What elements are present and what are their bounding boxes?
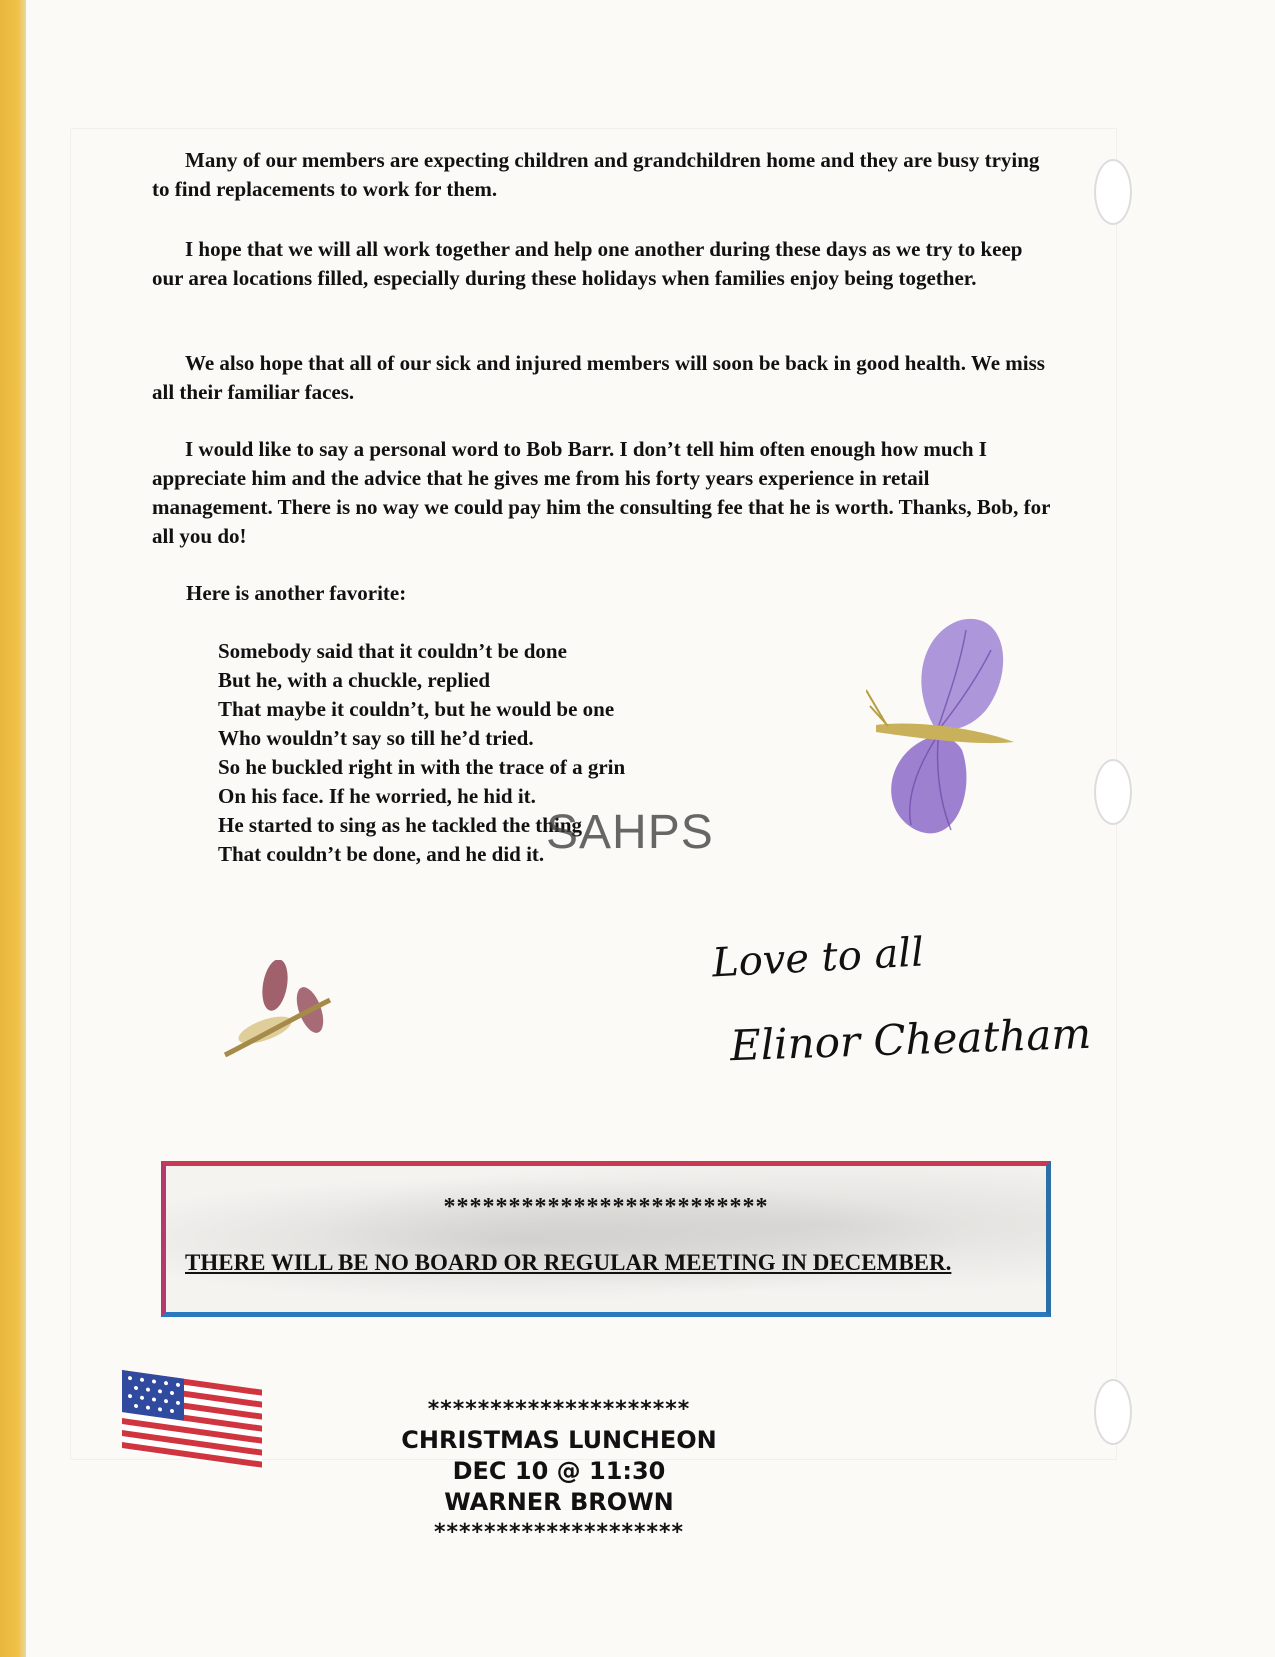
event-stars-bottom: ******************** (433, 1520, 685, 1545)
poem-line: That couldn’t be done, and he did it. (218, 842, 545, 866)
letter-paragraph-3: We also hope that all of our sick and injured members will soon be back in good health. We miss all their familiar faces. (152, 351, 1045, 404)
poem-line: So he buckled right in with the trace of a grin (218, 755, 626, 779)
pressed-dragonfly-icon (220, 960, 350, 1070)
notice-stars: ************************* (443, 1194, 769, 1220)
favorite-heading: Here is another favorite: (186, 581, 407, 605)
christmas-luncheon-announcement (372, 1395, 746, 1548)
letter-paragraph-1: Many of our members are expecting children and grandchildren home and they are busy trying to find replacements to work for them. (152, 148, 1040, 201)
poem-line: But he, with a chuckle, replied (218, 668, 491, 692)
poem-line: He started to sing as he tackled the thing (218, 813, 582, 837)
folder-edge-strip (0, 0, 26, 1657)
poem-line: On his face. If he worried, he hid it. (218, 784, 536, 808)
punch-hole (1094, 159, 1132, 225)
event-date: DEC 10 @ 11:30 (452, 1457, 666, 1485)
event-stars-top: ********************* (427, 1397, 691, 1422)
poem-line: Somebody said that it couldn’t be done (218, 639, 567, 663)
event-place: WARNER BROWN (444, 1488, 674, 1516)
letter-paragraph-4: I would like to say a personal word to Bob Barr. I don’t tell him often enough how much I appreciate him and the advice that he gives me from his forty years experience in retail management. There is no way we could pay him the consulting fee that he is worth. Thanks, Bob, for all you do! (152, 437, 1051, 548)
watermark: SAHPS (546, 806, 714, 859)
punch-hole (1094, 1379, 1132, 1445)
signature-name: Elinor Cheatham (729, 1008, 1092, 1071)
notice-text: THERE WILL BE NO BOARD OR REGULAR MEETING IN DECEMBER. (185, 1250, 952, 1275)
poem-line: Who wouldn’t say so till he’d tried. (218, 726, 534, 750)
punch-hole (1094, 759, 1132, 825)
letter-paragraph-2: I hope that we will all work together and help one another during these days as we try to keep our area locations filled, especially during these holidays when families enjoy being together. (152, 237, 1023, 290)
event-title: CHRISTMAS LUNCHEON (401, 1426, 717, 1454)
meeting-notice-box (161, 1161, 1051, 1317)
signature-closing: Love to all (710, 929, 925, 987)
american-flag-icon (122, 1370, 267, 1480)
pressed-butterfly-icon (866, 610, 1016, 850)
poem-line: That maybe it couldn’t, but he would be one (218, 697, 615, 721)
